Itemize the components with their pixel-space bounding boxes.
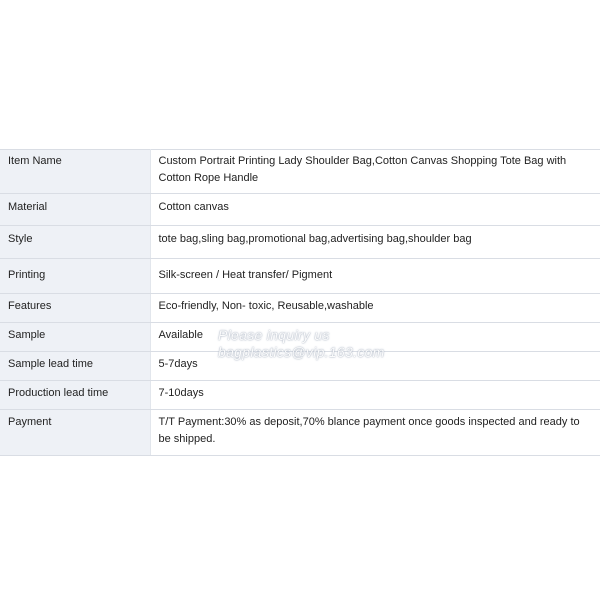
spec-value: tote bag,sling bag,promotional bag,advertising bag,shoulder bag <box>150 226 600 259</box>
spec-value: 5-7days <box>150 352 600 381</box>
watermark-line: Please inquiry us <box>218 327 330 343</box>
product-spec-table <box>0 149 600 456</box>
spec-row-material <box>0 194 600 226</box>
spec-row-style <box>0 226 600 259</box>
spec-label: Payment <box>0 410 150 456</box>
spec-value: Silk-screen / Heat transfer/ Pigment <box>150 259 600 294</box>
spec-row-features <box>0 294 600 323</box>
spec-label: Material <box>0 194 150 226</box>
spec-row-printing <box>0 259 600 294</box>
spec-label: Sample <box>0 323 150 352</box>
spec-value: Eco-friendly, Non- toxic, Reusable,washable <box>150 294 600 323</box>
spec-value: Custom Portrait Printing Lady Shoulder Bag,Cotton Canvas Shopping Tote Bag with Cotton Rope Handle <box>150 150 600 194</box>
spec-label: Style <box>0 226 150 259</box>
spec-value: Cotton canvas <box>150 194 600 226</box>
watermark-email: bagplastics@vip.163.com <box>218 344 385 360</box>
spec-value: 7-10days <box>150 381 600 410</box>
spec-value: T/T Payment:30% as deposit,70% blance payment once goods inspected and ready to be shipped. <box>150 410 600 456</box>
spec-label: Printing <box>0 259 150 294</box>
spec-row-item-name <box>0 150 600 194</box>
spec-label: Features <box>0 294 150 323</box>
spec-label: Production lead time <box>0 381 150 410</box>
spec-row-sample-lead-time <box>0 352 600 381</box>
spec-label: Item Name <box>0 150 150 194</box>
spec-value: Available <box>150 323 600 352</box>
spec-row-sample <box>0 323 600 352</box>
spec-label: Sample lead time <box>0 352 150 381</box>
spec-row-production-lead-time <box>0 381 600 410</box>
spec-row-payment <box>0 410 600 456</box>
